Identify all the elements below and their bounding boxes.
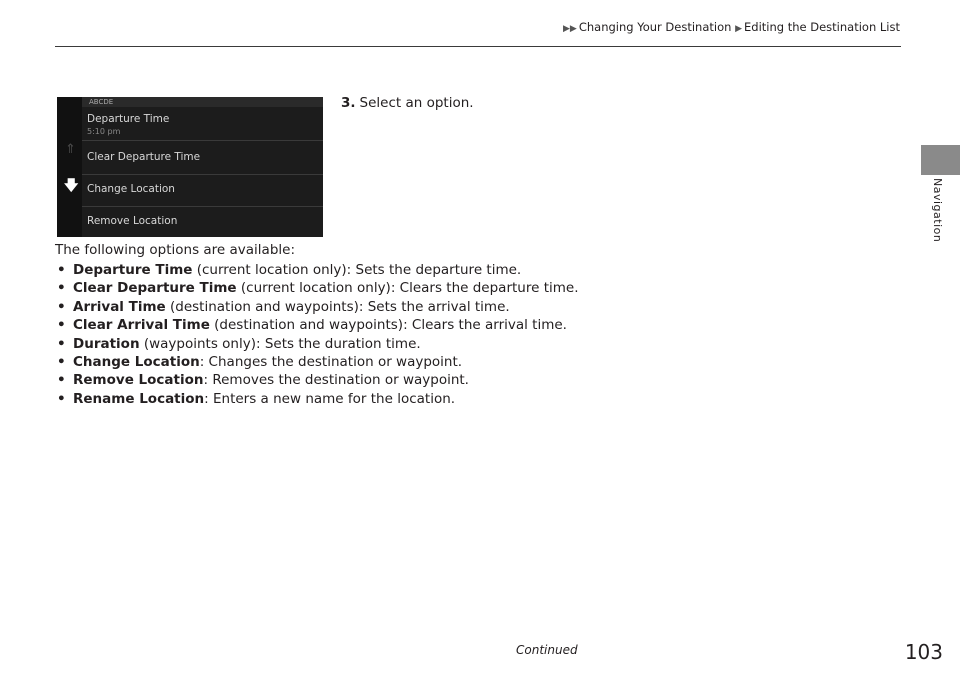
- menu-item-label: Remove Location: [87, 215, 178, 227]
- breadcrumb-arrow-icon: ▶▶: [562, 24, 577, 34]
- list-item: [55, 316, 579, 334]
- list-item: [55, 279, 579, 297]
- bullet-icon: •: [57, 372, 66, 389]
- option-desc: : Enters a new name for the location.: [204, 390, 456, 407]
- bullet-icon: •: [57, 298, 66, 315]
- option-term: Rename Location: [73, 390, 205, 407]
- step-number: 3.: [341, 95, 356, 111]
- section-label: Navigation: [931, 178, 944, 243]
- bullet-icon: •: [57, 280, 66, 297]
- option-desc: (current location only): Clears the departure time.: [236, 280, 579, 297]
- option-term: Remove Location: [73, 372, 204, 389]
- menu-item-change-location: [82, 175, 323, 207]
- breadcrumb: [563, 20, 900, 34]
- move-down-icon: 🡇: [64, 178, 79, 194]
- breadcrumb-arrow-icon: ▶: [735, 24, 742, 34]
- option-term: Duration: [73, 335, 140, 352]
- menu-item-departure-time: [82, 107, 323, 141]
- menu-item-remove-location: [82, 207, 323, 237]
- page-number: 103: [904, 640, 943, 664]
- options-intro: The following options are available:: [55, 242, 296, 258]
- option-desc: : Removes the destination or waypoint.: [203, 372, 469, 389]
- option-desc: (destination and waypoints): Clears the arrival time.: [209, 317, 567, 334]
- list-item: [55, 298, 579, 316]
- option-desc: (destination and waypoints): Sets the arrival time.: [165, 298, 510, 315]
- option-term: Clear Arrival Time: [73, 317, 210, 334]
- step-instruction: [341, 95, 474, 111]
- section-tab: [921, 145, 960, 175]
- menu-item-label: Clear Departure Time: [87, 151, 201, 163]
- screen-header: [82, 97, 323, 107]
- menu-item-clear-departure-time: [82, 141, 323, 175]
- step-text: Select an option.: [359, 95, 474, 111]
- list-item: [55, 335, 579, 353]
- nav-screen-image: [57, 97, 323, 237]
- breadcrumb-item[interactable]: Changing Your Destination: [578, 20, 732, 34]
- menu-item-sublabel: 5:10 pm: [87, 127, 121, 136]
- option-term: Clear Departure Time: [73, 280, 237, 297]
- bullet-icon: •: [57, 335, 66, 352]
- list-item: [55, 371, 579, 389]
- options-list: [55, 261, 579, 408]
- scroll-up-icon: ⇑: [65, 142, 76, 157]
- bullet-icon: •: [57, 317, 66, 334]
- bullet-icon: •: [57, 262, 66, 278]
- list-item: [55, 261, 579, 279]
- menu-item-label: Change Location: [87, 183, 175, 195]
- screen-scroll-column: [57, 97, 82, 237]
- bullet-icon: •: [57, 390, 66, 407]
- bullet-icon: •: [57, 354, 66, 371]
- breadcrumb-item[interactable]: Editing the Destination List: [744, 20, 900, 34]
- option-term: Change Location: [73, 354, 200, 371]
- list-item: [55, 390, 579, 408]
- list-item: [55, 353, 579, 371]
- screen-route-name: ABCDE: [89, 98, 114, 106]
- option-desc: (current location only): Sets the departure time.: [192, 262, 522, 278]
- menu-item-label: Departure Time: [87, 113, 170, 125]
- option-term: Arrival Time: [73, 298, 166, 315]
- header-divider: [55, 46, 901, 47]
- option-desc: : Changes the destination or waypoint.: [199, 354, 463, 371]
- option-term: Departure Time: [73, 262, 193, 278]
- option-desc: (waypoints only): Sets the duration time.: [139, 335, 421, 352]
- continued-note: Continued: [516, 643, 578, 657]
